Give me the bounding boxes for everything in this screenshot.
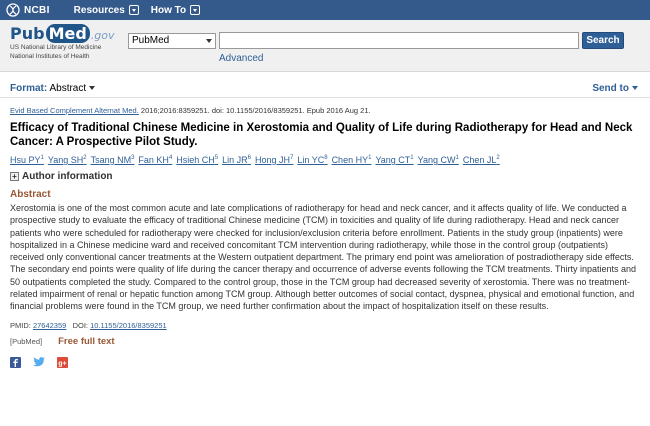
ncbi-logo[interactable]	[6, 3, 50, 17]
pubmed-header	[0, 20, 650, 72]
abstract-text: Xerostomia is one of the most common acute and late complications of radiotherapy for head and neck cancer, and it affects quality of life. We conducted a prospective study to evaluate the efficacy of traditional Chinese medicine (TCM) in toxicities and quality of life during radiotherapy. Head and neck cancer patients who were scheduled for radiotherapy were checked for inclusion/exclusion criteria before enrollment. Patients in the study group (inpatients) were hospitalized in a Chinese medicine ward and received concomitant TCM intervention during radiotherapy, while those in the control group (outpatients) received only conventional cancer treatments at the Western outpatient department. The primary end point was amelioration of postradiotherapy side effects. The secondary end points were quality of life during the cancer therapy and occurrence of adverse events following the TCM treatments. Thirty inpatients and 50 outpatients completed the study. Compared to the control group, those in the TCM group had decreased severity of xerostomia. There was no treatment-related impairment of renal or hepatic function among TCM group. Although better outcomes of social contact, dyspnea, physical and emotional function, and financial problems were found in the TCM group, we need further confirmation about the impact of hospitalization itself on these results.	[10, 203, 637, 312]
send-to-label: Send to	[592, 83, 629, 94]
author-name: Hsu PY	[10, 155, 41, 165]
author-name: Hong JH	[255, 155, 291, 165]
doi-label: DOI:	[72, 320, 88, 330]
format-value: Abstract	[49, 83, 87, 94]
caret-down-icon	[89, 86, 95, 90]
expand-plus-icon: +	[10, 172, 19, 181]
author-affiliation-number: 7	[290, 155, 294, 161]
citation	[10, 106, 640, 116]
search-input[interactable]	[219, 32, 579, 49]
advanced-search-link[interactable]: Advanced	[219, 53, 264, 64]
author-link[interactable]	[10, 155, 44, 165]
citation-details: 2016;2016:8359251. doi: 10.1155/2016/8359251. Epub 2016 Aug 21.	[138, 106, 371, 115]
author-name: Tsang NM	[90, 155, 132, 165]
author-affiliation-number: 2	[83, 155, 87, 161]
twitter-icon[interactable]	[33, 357, 45, 367]
abstract-heading: Abstract	[10, 189, 51, 200]
share-buttons	[10, 357, 640, 368]
article	[10, 106, 640, 368]
dropdown-arrow-icon	[206, 39, 212, 43]
how-to-menu[interactable]	[151, 5, 200, 16]
author-link[interactable]	[297, 155, 327, 165]
google-plus-icon[interactable]	[57, 357, 68, 368]
chevron-down-icon	[129, 5, 139, 15]
svg-text:g+: g+	[58, 359, 67, 367]
author-name: Yang CW	[417, 155, 456, 165]
author-information-label: Author information	[22, 171, 113, 182]
author-name: Chen HY	[331, 155, 369, 165]
logo-med: Med	[46, 24, 90, 43]
facebook-icon[interactable]	[10, 357, 21, 368]
author-affiliation-number: 1	[410, 155, 414, 161]
author-affiliation-number: 1	[455, 155, 459, 161]
author-link[interactable]	[138, 155, 172, 165]
chevron-down-icon	[190, 5, 200, 15]
logo-gov: .gov	[90, 29, 115, 42]
author-link[interactable]	[222, 155, 251, 165]
author-affiliation-number: 3	[131, 155, 135, 161]
author-link[interactable]	[91, 155, 135, 165]
database-select[interactable]	[128, 33, 216, 49]
author-name: Yang CT	[375, 155, 411, 165]
author-name: Fan KH	[138, 155, 169, 165]
format-bar	[0, 80, 650, 98]
article-title: Efficacy of Traditional Chinese Medicine in Xerostomia and Quality of Life during Radiotherapy for Head and Neck Cancer: A Prospective Pilot Study.	[10, 122, 633, 148]
author-affiliation-number: 5	[214, 155, 219, 161]
author-link[interactable]	[48, 155, 87, 165]
full-text-row	[10, 336, 640, 347]
ncbi-helix-icon	[6, 3, 20, 17]
resources-menu[interactable]	[74, 5, 139, 16]
author-link[interactable]	[375, 155, 413, 165]
identifiers	[10, 321, 640, 330]
author-information-toggle[interactable]	[10, 171, 640, 182]
author-name: Lin YC	[297, 155, 325, 165]
format-label: Format:	[10, 83, 48, 94]
caret-down-icon	[632, 86, 638, 90]
author-link[interactable]	[418, 155, 459, 165]
send-to-menu[interactable]	[592, 83, 638, 94]
author-link[interactable]	[332, 155, 372, 165]
database-select-value: PubMed	[132, 35, 170, 46]
pubmed-tag: [PubMed]	[10, 336, 43, 346]
resources-menu-label: Resources	[73, 4, 125, 16]
author-link[interactable]	[176, 155, 218, 165]
author-affiliation-number: 1	[40, 155, 44, 161]
search-button[interactable]: Search	[582, 32, 624, 49]
author-list	[10, 152, 640, 166]
author-name: Lin JR	[222, 155, 248, 165]
ncbi-logo-text: NCBI	[24, 4, 50, 16]
free-full-text-link[interactable]: Free full text	[58, 335, 115, 347]
nlm-subtitle: US National Library of Medicine	[10, 44, 102, 51]
author-affiliation-number: 4	[168, 155, 173, 161]
logo-pub: Pub	[10, 24, 45, 43]
author-name: Chen JL	[462, 155, 497, 165]
pmid-link[interactable]: 27642359	[32, 320, 67, 330]
author-affiliation-number: 6	[247, 155, 251, 161]
ncbi-top-bar	[0, 0, 650, 20]
pmid-label: PMID:	[10, 320, 31, 330]
author-name: Hsieh CH	[176, 155, 215, 165]
author-link[interactable]	[255, 155, 293, 165]
doi-link[interactable]: 10.1155/2016/8359251	[90, 320, 167, 330]
format-selector[interactable]	[10, 83, 95, 94]
how-to-menu-label: How To	[150, 4, 187, 16]
author-link[interactable]	[463, 155, 500, 165]
nih-subtitle: National Institutes of Health	[10, 53, 90, 60]
author-affiliation-number: 8	[324, 155, 328, 161]
author-affiliation-number: 2	[496, 155, 500, 161]
author-name: Yang SH	[47, 155, 84, 165]
pubmed-logo[interactable]	[10, 24, 115, 61]
journal-link[interactable]: Evid Based Complement Alternat Med.	[10, 106, 139, 115]
author-affiliation-number: 1	[368, 155, 372, 161]
